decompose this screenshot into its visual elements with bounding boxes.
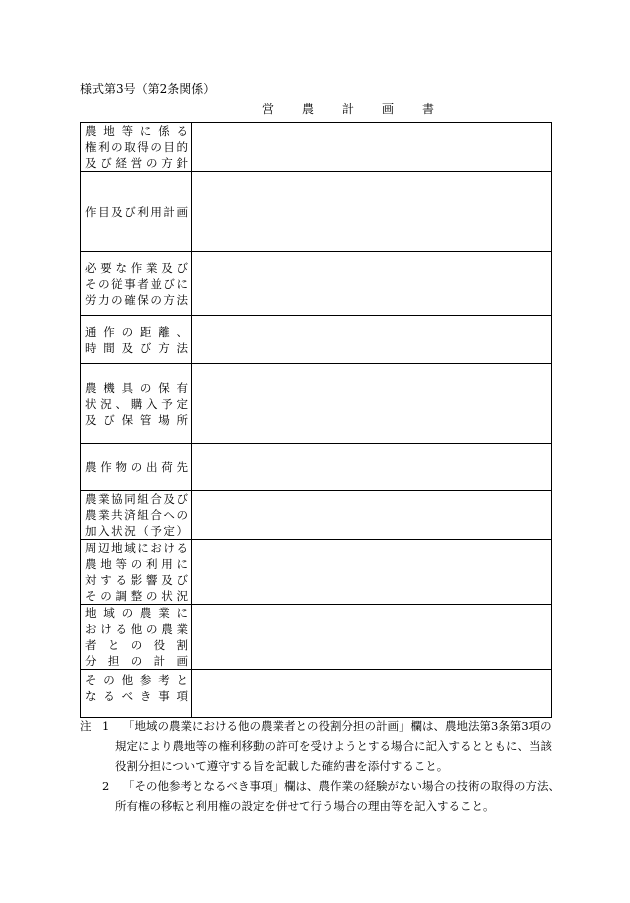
label-line: 農地等の利用に: [85, 557, 188, 571]
label-line: おける他の農業: [85, 622, 188, 636]
label-line: 権利の取得の目的: [85, 140, 188, 154]
row-label-cooperative: [81, 491, 192, 540]
label-line: 農地等に係る: [85, 124, 188, 138]
form-number-label: 様式第3号（第2条関係）: [80, 82, 216, 96]
row-value-purpose-policy[interactable]: [192, 123, 552, 172]
document-title: 営 農 計 画 書: [262, 102, 443, 116]
row-label-commute: [81, 316, 192, 364]
table-row: [81, 491, 552, 540]
row-value-commute[interactable]: [192, 316, 552, 364]
label-line: 時間及び方法: [85, 340, 188, 355]
table-row: [81, 364, 552, 444]
row-label-other-notes: [81, 670, 192, 718]
table-row: [81, 123, 552, 172]
row-label-purpose-policy: [81, 123, 192, 172]
row-value-machinery[interactable]: [192, 364, 552, 444]
row-value-role-sharing[interactable]: [192, 605, 552, 670]
row-value-shipping[interactable]: [192, 444, 552, 491]
note-text: 「その他参考となるべき事項」欄は、農作業の経験がない場合の技術の取得の方法、所有権の移転と利用権の設定を併せて行う場合の理由等を記入すること。: [115, 779, 560, 813]
row-value-other-notes[interactable]: [192, 670, 552, 718]
note-item: [80, 716, 560, 776]
label-line: その調整の状況: [85, 589, 188, 603]
table-row: [81, 172, 552, 252]
label-line: 農作物の出荷先: [85, 460, 188, 474]
label-line: 者との役割: [85, 638, 188, 652]
note-item: [80, 776, 560, 816]
row-value-local-impact[interactable]: [192, 540, 552, 605]
label-line: 分担の計画: [85, 654, 188, 668]
table-row: [81, 540, 552, 605]
row-value-crop-usage-plan[interactable]: [192, 172, 552, 252]
table-row: [81, 605, 552, 670]
label-line: 加入状況（予定）: [85, 524, 188, 538]
row-label-crop-usage-plan: [81, 172, 192, 252]
label-line: 状況、購入予定: [85, 396, 188, 411]
table-row: [81, 670, 552, 718]
note-number: 2: [102, 779, 110, 793]
label-line: その他参考と: [85, 673, 188, 687]
notes-heading: 注: [80, 719, 92, 733]
label-line: なるべき事項: [85, 689, 188, 703]
label-line: 作目及び利用計画: [85, 204, 188, 219]
row-label-role-sharing: [81, 605, 192, 670]
row-label-machinery: [81, 364, 192, 444]
label-line: 労力の確保の方法: [85, 292, 188, 307]
label-line: 及び経営の方針: [85, 156, 188, 170]
row-value-cooperative[interactable]: [192, 491, 552, 540]
table-row: [81, 252, 552, 316]
note-number: 1: [102, 719, 110, 733]
label-line: 地域の農業に: [85, 606, 188, 620]
row-label-shipping: [81, 444, 192, 491]
label-line: 必要な作業及び: [85, 260, 188, 275]
label-line: 周辺地域における: [85, 541, 188, 555]
label-line: 農業協同組合及び: [85, 492, 188, 506]
label-line: 農業共済組合への: [85, 508, 188, 522]
row-label-local-impact: [81, 540, 192, 605]
notes-section: [80, 716, 560, 816]
farming-plan-table: [80, 122, 552, 718]
table-row: [81, 444, 552, 491]
label-line: 対する影響及び: [85, 573, 188, 587]
label-line: その従事者並びに: [85, 276, 188, 291]
note-text: 「地域の農業における他の農業者との役割分担の計画」欄は、農地法第3条第3項の規定により農地等の権利移動の許可を受けようとする場合に記入するとともに、当該役割分担について遵守する旨を記載した確約書を添付すること。: [115, 719, 552, 773]
table-row: [81, 316, 552, 364]
label-line: 通作の距離、: [85, 324, 188, 339]
label-line: 農機具の保有: [85, 380, 188, 395]
row-label-labor: [81, 252, 192, 316]
row-value-labor[interactable]: [192, 252, 552, 316]
label-line: 及び保管場所: [85, 412, 188, 427]
